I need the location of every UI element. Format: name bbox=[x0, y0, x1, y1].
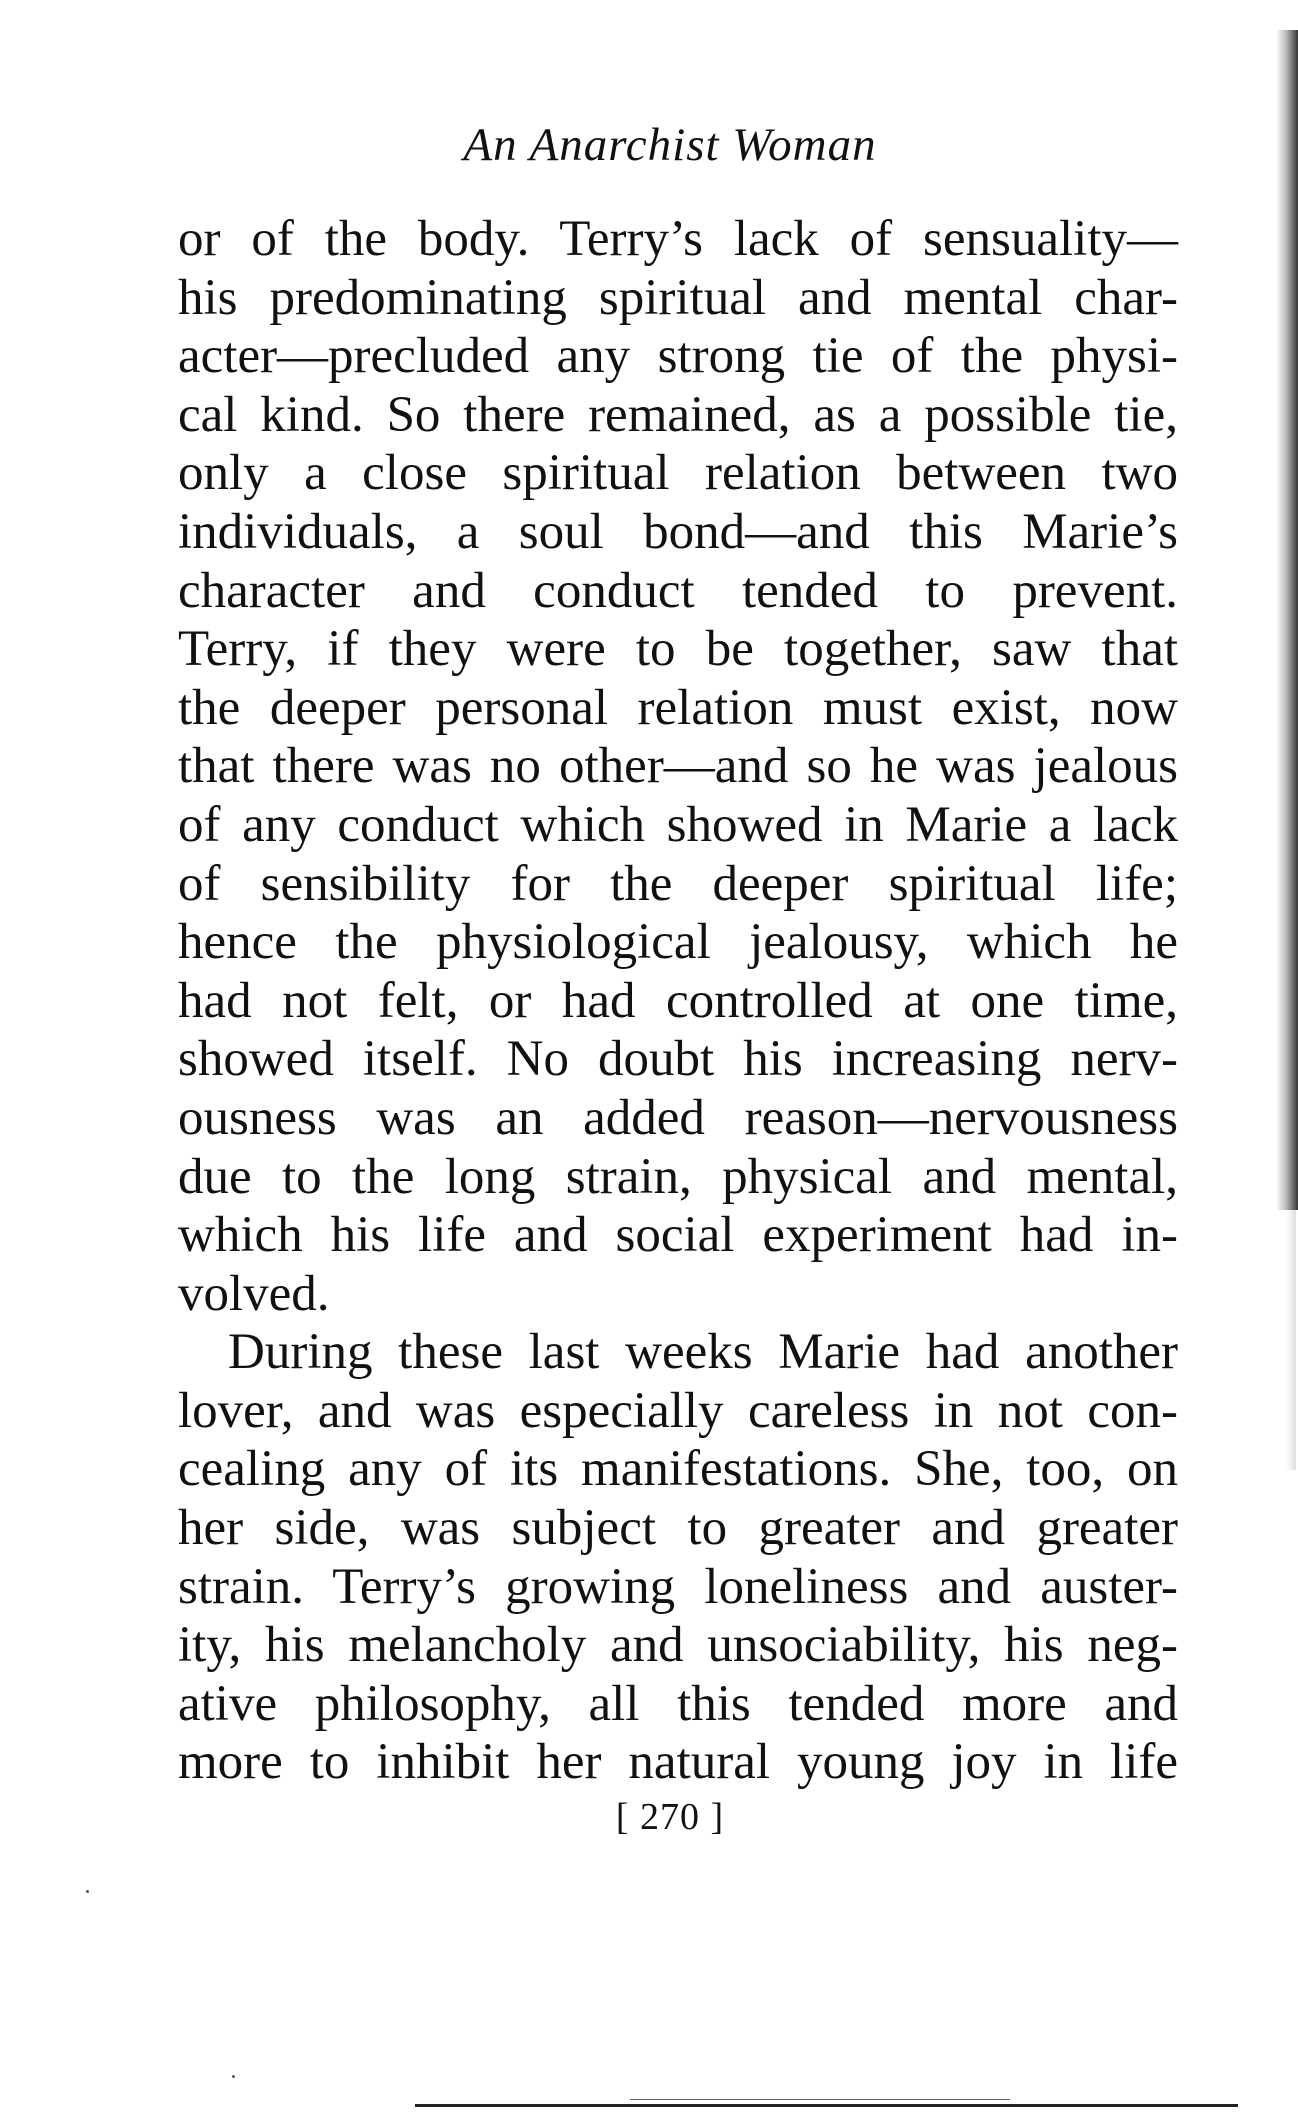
text-line: acter—precluded any strong tie of the physi- bbox=[178, 328, 1178, 385]
text-line: of any conduct which showed in Marie a lack bbox=[178, 796, 1178, 853]
scan-speck bbox=[232, 2075, 235, 2078]
text-line: her side, was subject to greater and greater bbox=[178, 1500, 1178, 1557]
text-line: Terry, if they were to be together, saw that bbox=[178, 621, 1178, 678]
text-line: individuals, a soul bond—and this Marie’s bbox=[178, 503, 1178, 560]
text-line: cal kind. So there remained, as a possible tie, bbox=[178, 386, 1178, 443]
paragraph-end-line: volved. bbox=[178, 1265, 330, 1322]
text-line: only a close spiritual relation between two bbox=[178, 445, 1178, 502]
text-line: more to inhibit her natural young joy in life bbox=[178, 1734, 1178, 1791]
text-line: cealing any of its manifestations. She, too, on bbox=[178, 1441, 1178, 1498]
text-line: or of the body. Terry’s lack of sensuality— bbox=[178, 211, 1178, 267]
text-line: that there was no other—and so he was jealous bbox=[178, 738, 1178, 795]
paragraph-start-line: During these last weeks Marie had another bbox=[228, 1324, 1178, 1381]
text-line: his predominating spiritual and mental char- bbox=[178, 269, 1178, 326]
page-number: [ 270 ] bbox=[615, 1796, 725, 1838]
scan-edge-line-thin bbox=[630, 2099, 1010, 2100]
text-line: which his life and social experiment had in- bbox=[178, 1207, 1178, 1264]
text-line: the deeper personal relation must exist, now bbox=[178, 679, 1178, 736]
running-head: An Anarchist Woman bbox=[463, 119, 877, 171]
text-line: due to the long strain, physical and mental, bbox=[178, 1148, 1178, 1205]
text-line: character and conduct tended to prevent. bbox=[178, 562, 1178, 619]
scan-shadow-edge bbox=[1276, 30, 1298, 1210]
text-line: lover, and was especially careless in not con- bbox=[178, 1382, 1178, 1439]
text-line: showed itself. No doubt his increasing nerv- bbox=[178, 1031, 1178, 1088]
text-line: ative philosophy, all this tended more and bbox=[178, 1675, 1178, 1732]
scan-edge-line bbox=[415, 2104, 1238, 2107]
scan-shadow-edge-lower bbox=[1286, 1210, 1296, 1470]
text-line: ousness was an added reason—nervousness bbox=[178, 1089, 1178, 1146]
text-line: ity, his melancholy and unsociability, his neg- bbox=[178, 1617, 1178, 1674]
scan-speck bbox=[86, 1890, 89, 1893]
text-line: had not felt, or had controlled at one time, bbox=[178, 972, 1178, 1029]
text-line: strain. Terry’s growing loneliness and auster- bbox=[178, 1558, 1178, 1615]
text-line: hence the physiological jealousy, which he bbox=[178, 914, 1178, 971]
body-text bbox=[178, 210, 1178, 1792]
text-line: of sensibility for the deeper spiritual life; bbox=[178, 855, 1178, 912]
